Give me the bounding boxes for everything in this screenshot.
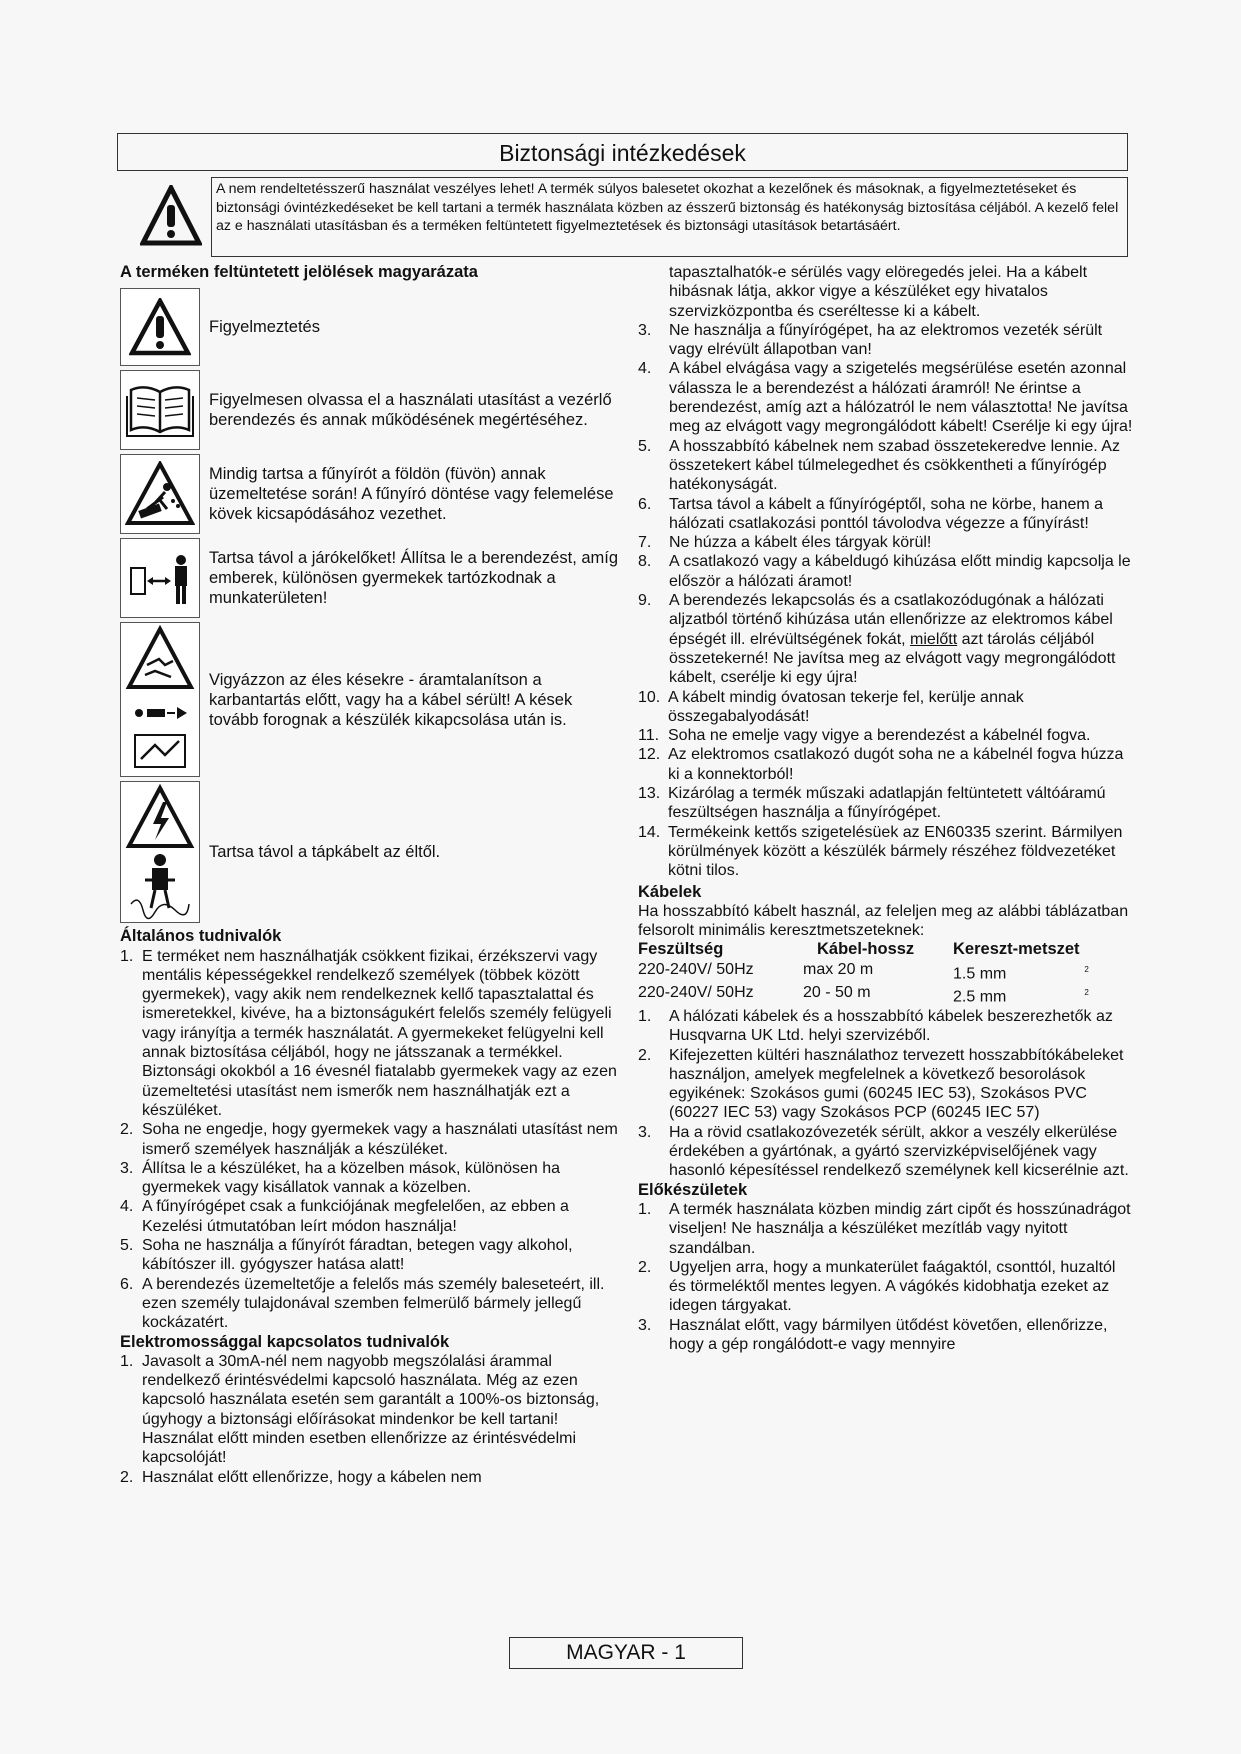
symbol-row <box>120 538 622 618</box>
list-item: 9. A berendezés lekapcsolás és a csatlakozódugónak a hálózati aljzatból történő kihúzása után ellenőrizze az elektromos kábel épségét ill. elrévültségének fokát, mielőtt azt tárolás céljából összetekerné! Ne javítsa meg az elvágott vagy megrongálódott kábelt, cserélje ki egy újra! <box>638 592 1116 687</box>
symbol-row <box>120 454 622 534</box>
table-cell: 20 - 50 m <box>803 984 871 1002</box>
open-book-icon <box>120 370 200 450</box>
symbol-row <box>120 288 622 366</box>
sharp-blades-icon <box>120 622 200 777</box>
symbol-text: Figyelmeztetés <box>209 318 320 337</box>
cables-intro: Ha hosszabbító kábelt használ, az feleljen meg az alábbi táblázatban felsorolt minimális keresztmetszeteknek: <box>638 902 1129 940</box>
cables-list <box>638 1007 1133 1181</box>
symbol-text: Vigyázzon az éles késekre - áramtalanítson a karbantartás előtt, vagy ha a kábel sérült! A kések tovább forognak a készülék kikapcsolása után is. <box>209 670 573 729</box>
table-cell: max 20 m <box>803 960 874 978</box>
warning-triangle-icon <box>120 288 200 366</box>
table-cell: 220-240V/ 50Hz <box>638 984 754 1002</box>
general-heading: Általános tudnivalók <box>120 927 282 946</box>
symbol-text: Mindig tartsa a fűnyírót a földön (füvön) annak üzemeltetése során! A fűnyíró döntése vagy felemelése kövek kicsapódásához vezethet. <box>209 465 614 524</box>
list-item: 12. Az elektromos csatlakozó dugót soha ne a kábelnél fogva húzza ki a konnektorból! <box>638 746 1124 783</box>
symbol-text: Figyelmesen olvassa el a használati utasítást a vezérlő berendezés és annak működésének megértéséhez. <box>209 391 612 430</box>
symbol-row <box>120 781 622 923</box>
list-item: 5. Soha ne használja a fűnyírót fáradtan, betegen vagy alkohol, kábítószer ill. gyógyszer hatása alatt! <box>120 1237 573 1274</box>
symbol-text: Tartsa távol a tápkábelt az éltől. <box>209 843 441 862</box>
list-item: 8. A csatlakozó vagy a kábeldugó kihúzása előtt mindig kapcsolja le először a hálózati áramot! <box>638 553 1131 590</box>
electric-shock-icon <box>120 781 200 923</box>
list-item: 14. Termékeink kettős szigetelésüek az EN60335 szerint. Bármilyen körülmények között a készülék bármely részéhez földvezetéket kötni tilos. <box>638 823 1123 880</box>
list-item: 6. Tartsa távol a kábelt a fűnyírógéptől, soha ne körbe, hanem a hálózati csatlakozási ponttól távolodva végezze a fűnyírást! <box>638 495 1104 532</box>
page-footer: MAGYAR - 1 <box>509 1637 743 1669</box>
left-column <box>120 263 622 1487</box>
symbol-row <box>120 370 622 450</box>
table-cell: 2.5 mm $^2$ <box>953 988 1089 1006</box>
list-item: 2. Használat előtt ellenőrizze, hogy a kábelen nem <box>120 1468 482 1486</box>
prep-list <box>638 1200 1133 1354</box>
list-item: 6. A berendezés üzemeltetője a felelős más személy baleseteért, ill. ezen személy tulajdonával szemben felmerülő bármely jellegű kockázatért. <box>120 1275 605 1332</box>
electric-item2-continued: tapasztalhatók-e sérülés vagy elöregedés jelei. Ha a kábelt hibásnak látja, akkor vigye a készüléket egy hivatalos szervizközpontba és cseréltesse ki a kábelt. <box>669 264 1088 320</box>
table-header: Kábel-hossz <box>817 940 915 959</box>
list-item: 2. Kifejezetten kültéri használathoz tervezett hosszabbítókábeleket használjon, amelyek megfelelnek a következő besorolások egyikének: Szokásos gumi (60245 IEC 53), Szokásos PVC (60227 IEC 53) vagy Szokásos PCP (60245 IEC 57) <box>638 1046 1124 1122</box>
list-item: 10. A kábelt mindig óvatosan tekerje fel, kerülje annak összegabalyodását! <box>638 688 1024 725</box>
list-item: 4. A fűnyírógépet csak a funkciójának megfelelően, az ebben a Kezelési útmutatóban leírt módon használja! <box>120 1198 569 1235</box>
underlined-word: mielőtt <box>910 630 958 648</box>
list-item: 1. A termék használata közben mindig zárt cipőt és hosszúnadrágot viseljen! Ne használja a készüléket mezítláb vagy nyitott szandálban. <box>638 1200 1131 1257</box>
tilt-hazard-icon <box>120 454 200 534</box>
table-header: Kereszt-metszet <box>953 940 1080 959</box>
bystander-distance-icon <box>120 538 200 618</box>
cables-heading: Kábelek <box>638 882 702 901</box>
list-item: 3. Állítsa le a készüléket, ha a közelben mások, különösen ha gyermekek vagy kisállatok vannak a közelben. <box>120 1159 561 1197</box>
electric-heading: Elektromossággal kapcsolatos tudnivalók <box>120 1332 450 1351</box>
right-column <box>638 263 1133 1354</box>
symbols-heading: A terméken feltüntetett jelölések magyarázata <box>120 263 478 281</box>
list-item: 3. Használat előtt, vagy bármilyen ütődést követően, ellenőrizze, hogy a gép rongálódott-e vagy mennyire <box>638 1316 1108 1353</box>
list-item: 13. Kizárólag a termék műszaki adatlapján feltüntetett váltóáramú feszültségen használja a fűnyírógépet. <box>638 785 1106 822</box>
electric-list-right-2 <box>638 688 1133 881</box>
list-item: 11. Soha ne emelje vagy vigye a berendezést a kábelnél fogva. <box>638 727 1091 745</box>
prep-heading: Előkészületek <box>638 1180 748 1199</box>
table-cell: 1.5 mm $^2$ <box>953 964 1089 983</box>
warning-triangle-icon <box>140 185 202 247</box>
intro-warning: A nem rendeltetésszerű használat veszélyes lehet! A termék súlyos balesetet okozhat a kezelőnek és másoknak, a figyelmeztetéseket és biztonsági óvintézkedéseket be kell tartani a termék használata közben az ésszerű biztonság és hatékonyság biztosítása céljából. A kezelő felel az e használati utasításban és a terméken feltüntetett figyelmeztetések és biztonsági utasítások betartásáért. <box>211 177 1128 257</box>
list-item: 3. Ne használja a fűnyírógépet, ha az elektromos vezeték sérült vagy elrévült állapotban van! <box>638 321 1103 359</box>
list-item: 1. E terméket nem használhatják csökkent fizikai, érzékszervi vagy mentális képességekkel rendelkező személyek (többek között gyermekek), vagy akik nem rendelkeznek kellő tapasztalattal és ismeretekkel, kivéve, ha a biztonságukért felelős személy felügyeli vagy irányítja a termék használatát. A gyermekeket felügyelni kell annak biztosítása céljából, hogy ne játsszanak a termékkel. Biztonsági okokból a 16 évesnél fiatalabb gyermekek vagy az ezen üzemeltetési utasítást nem ismerők nem használhatják ezt a készüléket. <box>120 947 617 1119</box>
table-cell: 220-240V/ 50Hz <box>638 960 754 978</box>
electric-list-right <box>638 321 1133 688</box>
list-item: 5. A hosszabbító kábelnek nem szabad összetekeredve lennie. Az összetekert kábel túlmelegedhet és csökkentheti a fűnyírógép hatékonyságát. <box>638 437 1120 494</box>
list-item: 7. Ne húzza a kábelt éles tárgyak körül! <box>638 534 932 552</box>
list-item: 3. Ha a rövid csatlakozóvezeték sérült, akkor a veszély elkerülése érdekében a gyártónak, a gyártó szervizképviselőjének vagy hasonló képesítéssel rendelkező személynek kell kicserélnie azt. <box>638 1123 1129 1180</box>
cable-table <box>638 940 1133 1007</box>
list-item: 1. Javasolt a 30mA-nél nem nagyobb megszólalási árammal rendelkező érintésvédelmi kapcsoló használata. Még az ezen kapcsoló használata esetén sem garantált a 100%-os biztonság, úgyhogy a biztonsági előírásokat mindenkor be kell tartani! Használat előtt minden esetben ellenőrizze az érintésvédelmi kapcsolóját! <box>120 1352 600 1467</box>
list-item: 2. Soha ne engedje, hogy gyermekek vagy a használati utasítást nem ismerő személyek használják a készüléket. <box>120 1121 618 1158</box>
electric-list-left <box>120 1352 622 1487</box>
symbol-text: Tartsa távol a járókelőket! Állítsa le a berendezést, amíg emberek, különösen gyermekek tartózkodnak a munkaterületen! <box>209 549 619 608</box>
list-item: 2. Ugyeljen arra, hogy a munkaterület faágaktól, csonttól, huzaltól és törmeléktől mentes legyen. A vágókés kidobhatja ezeket az idegen tárgyakat. <box>638 1258 1116 1315</box>
symbol-row <box>120 622 622 777</box>
table-header: Feszültség <box>638 940 724 959</box>
list-item: 1. A hálózati kábelek és a hosszabbító kábelek beszerezhetők az Husqvarna UK Ltd. helyi szervizéből. <box>638 1007 1113 1045</box>
general-list <box>120 947 622 1333</box>
page-title: Biztonsági intézkedések <box>117 133 1128 171</box>
list-item: 4. A kábel elvágása vagy a szigetelés megsérülése esetén azonnal válassza le a berendezést a hálózati áramról! Ne érintse a berendezést, amíg azt a hálózatról le nem választotta! Ne javítsa meg az elvágott vagy megrongálódott kábelt! Cserélje ki egy újra! <box>638 360 1133 436</box>
